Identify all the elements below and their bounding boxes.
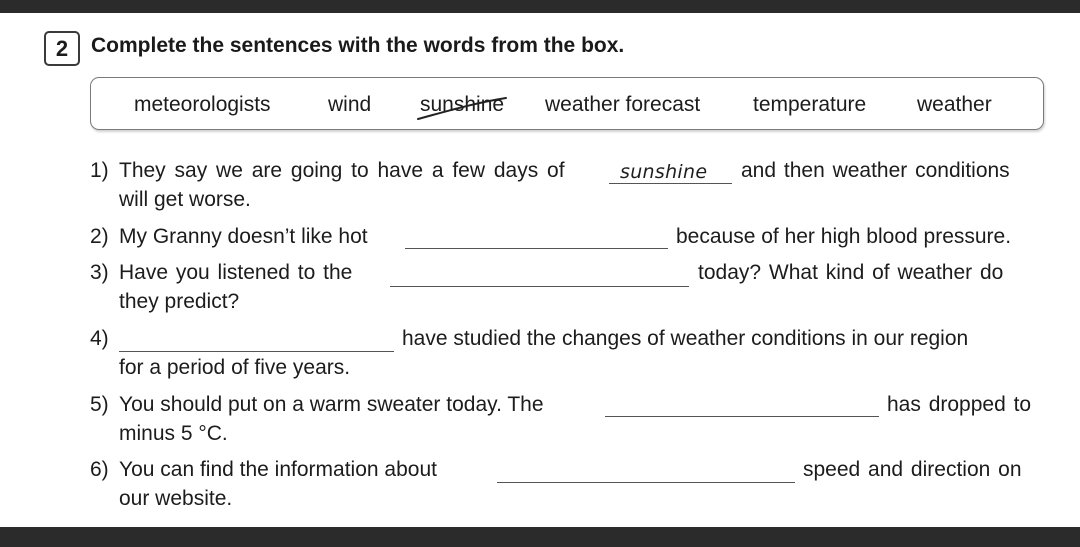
sentence-number: 2) <box>90 225 109 248</box>
sentence-text: They say we are going to have a few days of <box>119 159 565 182</box>
sentence-text: because of her high blood pressure. <box>676 225 1012 248</box>
answer-blank[interactable] <box>119 351 394 352</box>
sentence-text: You should put on a warm sweater today. The <box>119 393 544 416</box>
sentence-text: and then weather conditions <box>741 159 1010 182</box>
sentence-continuation: will get worse. <box>119 188 251 211</box>
answer-blank[interactable] <box>605 416 879 417</box>
exercise-number-badge: 2 <box>44 31 80 66</box>
answer-blank[interactable] <box>497 482 795 483</box>
top-frame-bar <box>0 0 1080 13</box>
word-box-item: meteorologists <box>134 93 271 116</box>
word-box-item: temperature <box>753 93 867 116</box>
sentence-number: 6) <box>90 458 109 481</box>
sentence-text: have studied the changes of weather conditions in our region <box>402 327 969 350</box>
word-box-item: weather forecast <box>545 93 701 116</box>
sentence-text: My Granny doesn’t like hot <box>119 225 368 248</box>
sentence-text: has dropped to <box>887 393 1032 416</box>
sentence-continuation: our website. <box>119 487 233 510</box>
sentence-text: You can find the information about <box>119 458 437 481</box>
word-box-item: weather <box>917 93 992 116</box>
word-box-item-used: sunshine <box>420 93 505 116</box>
sentence-text: Have you listened to the <box>119 261 353 284</box>
sentence-number: 3) <box>90 261 109 284</box>
exercise-instruction: Complete the sentences with the words from the box. <box>91 34 625 57</box>
sentence-continuation: they predict? <box>119 290 240 313</box>
bottom-frame-bar <box>0 527 1080 547</box>
answer-blank[interactable] <box>390 286 689 287</box>
sentence-number: 5) <box>90 393 109 416</box>
sentence-number: 1) <box>90 159 109 182</box>
sentence-continuation: for a period of five years. <box>119 356 351 379</box>
sentence-continuation: minus 5 °C. <box>119 422 228 445</box>
sentence-number: 4) <box>90 327 109 350</box>
answer-blank[interactable] <box>405 248 668 249</box>
handwritten-answer: sunshine <box>620 161 708 183</box>
word-box-item: wind <box>328 93 372 116</box>
answer-blank[interactable] <box>609 183 732 184</box>
handwritten-strikethrough <box>414 92 514 126</box>
sentence-text: today? What kind of weather do <box>698 261 1004 284</box>
sentence-text: speed and direction on <box>803 458 1022 481</box>
